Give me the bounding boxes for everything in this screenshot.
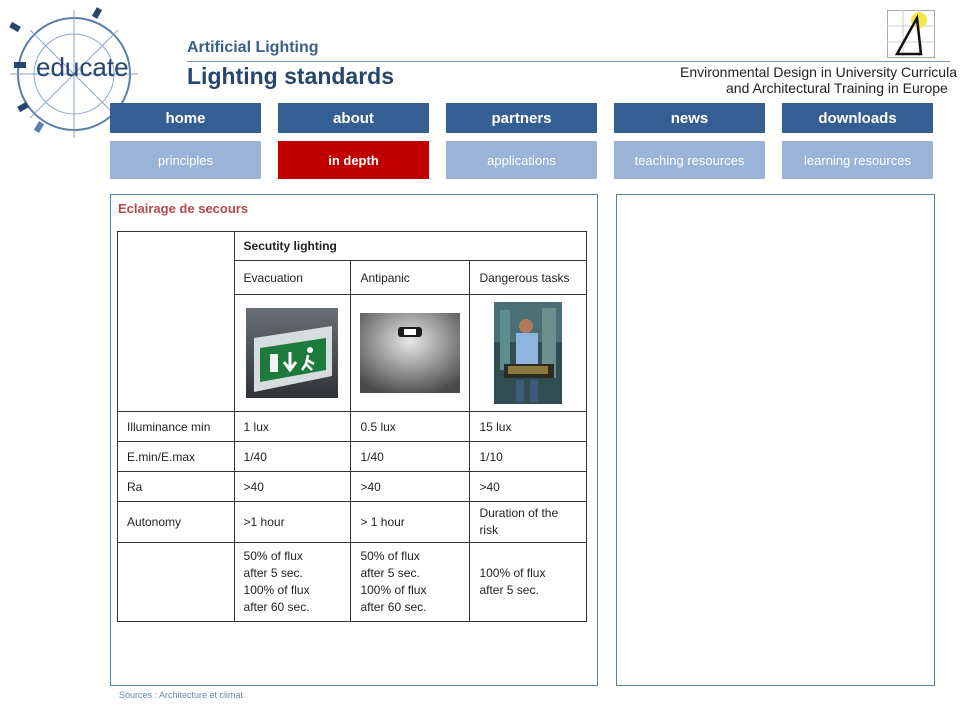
cell-flux-dangerous: 100% of flux after 5 sec. bbox=[470, 543, 587, 622]
org-name-line2: and Architectural Training in Europe bbox=[726, 80, 948, 96]
exit-sign-image bbox=[246, 308, 338, 398]
subnav-in-depth[interactable]: in depth bbox=[278, 141, 429, 179]
nav-about[interactable]: about bbox=[278, 103, 429, 133]
image-cell-evacuation bbox=[234, 295, 351, 412]
cell-autonomy-antipanic: > 1 hour bbox=[351, 502, 470, 543]
cell-autonomy-dangerous: Duration of the risk bbox=[470, 502, 587, 543]
side-panel bbox=[616, 194, 935, 686]
cell-ra-dangerous: >40 bbox=[470, 472, 587, 502]
ceiling-light-image bbox=[360, 313, 460, 393]
section-title: Eclairage de secours bbox=[118, 201, 249, 216]
cell-uniformity-evacuation: 1/40 bbox=[234, 442, 351, 472]
image-cell-dangerous-tasks bbox=[470, 295, 587, 412]
row-label-autonomy: Autonomy bbox=[118, 502, 235, 543]
column-header-antipanic: Antipanic bbox=[351, 261, 470, 295]
column-header-dangerous-tasks: Dangerous tasks bbox=[470, 261, 587, 295]
lighting-standards-table bbox=[117, 231, 587, 622]
workshop-image bbox=[494, 302, 562, 404]
cell-ra-evacuation: >40 bbox=[234, 472, 351, 502]
row-label-ra: Ra bbox=[118, 472, 235, 502]
subnav-principles[interactable]: principles bbox=[110, 141, 261, 179]
row-label-illuminance: Illuminance min bbox=[118, 412, 235, 442]
nav-news[interactable]: news bbox=[614, 103, 765, 133]
cell-illuminance-evacuation: 1 lux bbox=[234, 412, 351, 442]
nav-downloads[interactable]: downloads bbox=[782, 103, 933, 133]
page-title: Lighting standards bbox=[187, 63, 394, 89]
subnav-applications[interactable]: applications bbox=[446, 141, 597, 179]
educate-logo[interactable] bbox=[6, 6, 156, 156]
logo-text: educate bbox=[36, 52, 129, 82]
table-group-header: Secutity lighting bbox=[234, 232, 586, 261]
cell-flux-antipanic: 50% of flux after 5 sec. 100% of flux after 60 sec. bbox=[351, 543, 470, 622]
subnav-teaching-resources[interactable]: teaching resources bbox=[614, 141, 765, 179]
sources-note: Sources : Architecture et climat bbox=[119, 690, 244, 700]
subnav-learning-resources[interactable]: learning resources bbox=[782, 141, 933, 179]
cell-ra-antipanic: >40 bbox=[351, 472, 470, 502]
org-name-line1: Environmental Design in University Curricula bbox=[680, 64, 957, 80]
column-header-evacuation: Evacuation bbox=[234, 261, 351, 295]
cell-uniformity-antipanic: 1/40 bbox=[351, 442, 470, 472]
table-corner-cell bbox=[118, 232, 235, 412]
row-label-flux bbox=[118, 543, 235, 622]
nav-home[interactable]: home bbox=[110, 103, 261, 133]
partner-logo-icon bbox=[887, 10, 935, 58]
cell-uniformity-dangerous: 1/10 bbox=[470, 442, 587, 472]
cell-illuminance-dangerous: 15 lux bbox=[470, 412, 587, 442]
header-divider bbox=[187, 61, 950, 62]
cell-flux-evacuation: 50% of flux after 5 sec. 100% of flux after 60 sec. bbox=[234, 543, 351, 622]
cell-illuminance-antipanic: 0.5 lux bbox=[351, 412, 470, 442]
nav-partners[interactable]: partners bbox=[446, 103, 597, 133]
cell-autonomy-evacuation: >1 hour bbox=[234, 502, 351, 543]
page-subtitle: Artificial Lighting bbox=[187, 39, 319, 56]
image-cell-antipanic bbox=[351, 295, 470, 412]
row-label-uniformity: E.min/E.max bbox=[118, 442, 235, 472]
